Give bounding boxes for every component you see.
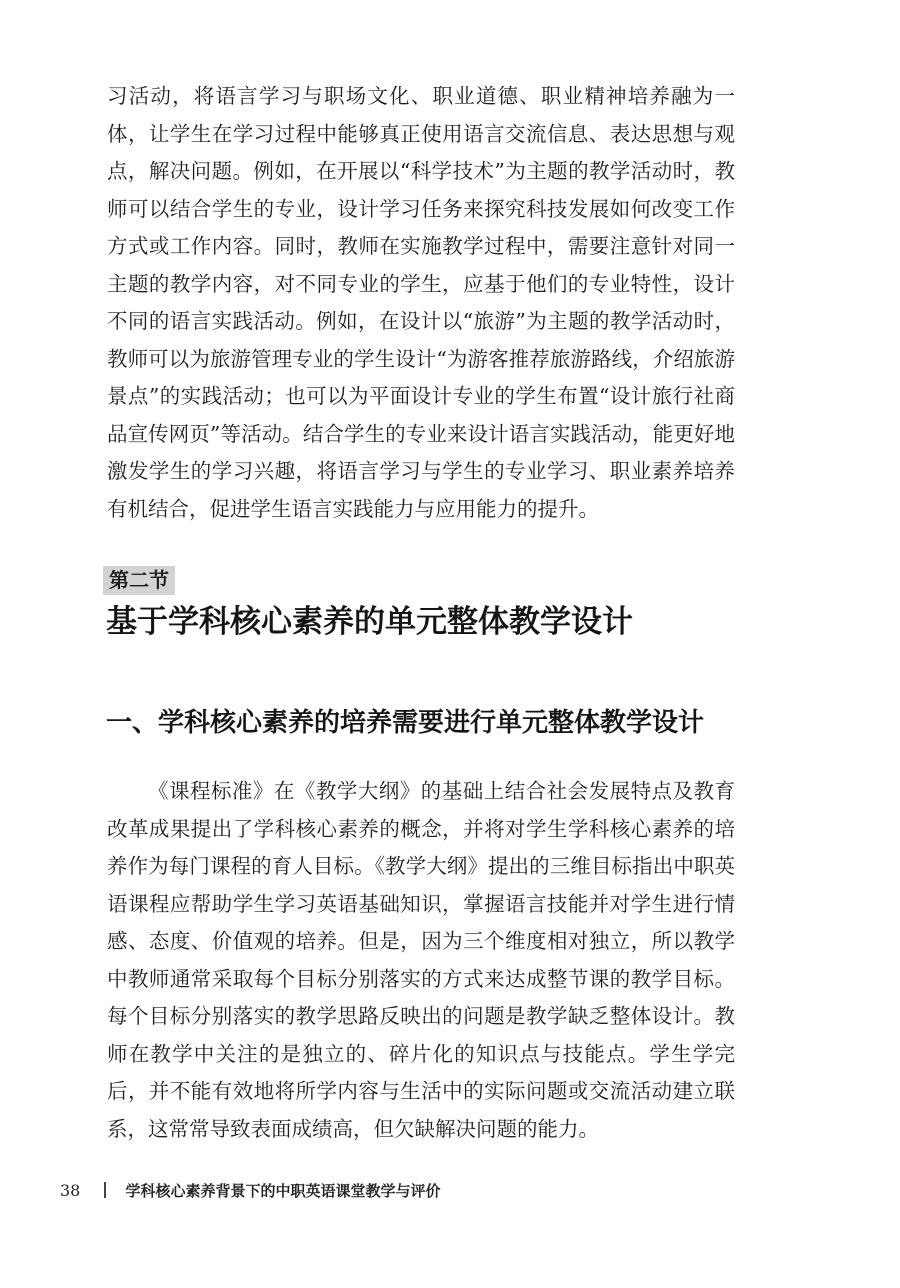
page-footer bbox=[60, 1178, 441, 1202]
body-paragraph: 《课程标准》在《教学大纲》的基础上结合社会发展特点及教育改革成果提出了学科核心素养的概念，并将对学生学科核心素养的培养作为每门课程的育人目标。《教学大纲》提出的三维目标指出中职英语课程应帮助学生学习英语基础知识，掌握语言技能并对学生进行情感、态度、价值观的培养。但是，因为三个维度相对独立，所以教学中教师通常采取每个目标分别落实的方式来达成整节课的教学目标。每个目标分别落实的教学思路反映出的问题是教学缺乏整体设计。教师在教学中关注的是独立的、碎片化的知识点与技能点。学生学完后，并不能有效地将所学内容与生活中的实际问题或交流活动建立联系，这常常导致表面成绩高，但欠缺解决问题的能力。 bbox=[107, 779, 735, 1141]
body-paragraph: 习活动，将语言学习与职场文化、职业道德、职业精神培养融为一体，让学生在学习过程中能够真正使用语言交流信息、表达思想与观点，解决问题。例如，在开展以“科学技术”为主题的教学活动时，教师可以结合学生的专业，设计学习任务来探究科技发展如何改变工作方式或工作内容。同时，教师在实施教学过程中，需要注意针对同一主题的教学内容，对不同专业的学生，应基于他们的专业特性，设计不同的语言实践活动。例如，在设计以“旅游”为主题的教学活动时，教师可以为旅游管理专业的学生设计“为游客推荐旅游路线，介绍旅游景点”的实践活动；也可以为平面设计专业的学生布置“设计旅行社商品宣传网页”等活动。结合学生的专业来设计语言实践活动，能更好地激发学生的学习兴趣，将语言学习与学生的专业学习、职业素养培养有机结合，促进学生语言实践能力与应用能力的提升。 bbox=[107, 84, 735, 521]
page-number: 38 bbox=[60, 1180, 81, 1200]
footer-divider bbox=[104, 1182, 106, 1198]
section-label: 第二节 bbox=[103, 566, 175, 595]
running-title: 学科核心素养背景下的中职英语课堂教学与评价 bbox=[125, 1181, 441, 1200]
section-title: 基于学科核心素养的单元整体教学设计 bbox=[106, 604, 633, 640]
subsection-title: 一、学科核心素养的培养需要进行单元整体教学设计 bbox=[106, 708, 705, 738]
